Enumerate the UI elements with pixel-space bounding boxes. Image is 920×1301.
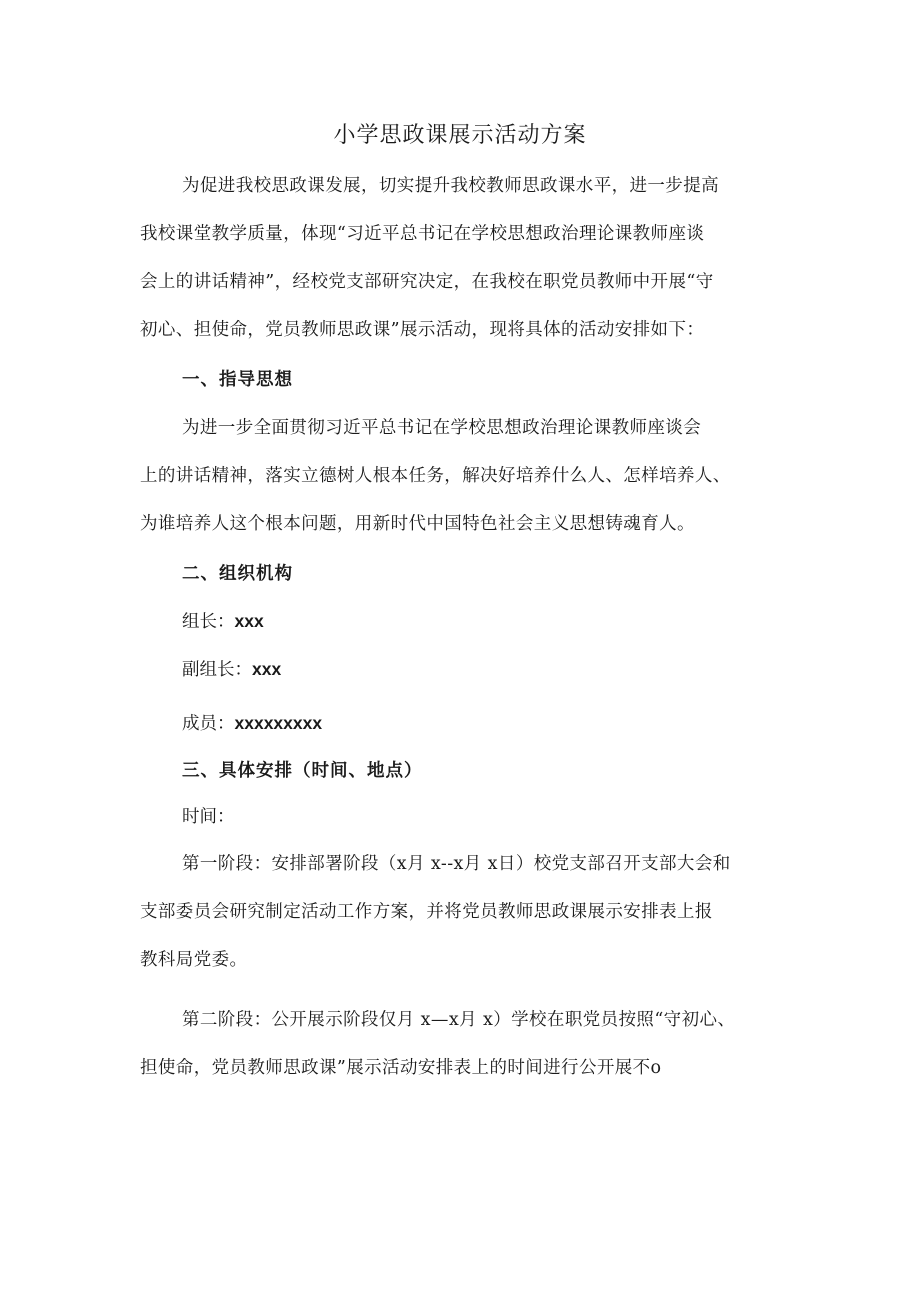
members-field (182, 710, 322, 735)
intro-line-4: 初心、担使命，党员教师思政课”展示活动，现将具体的活动安排如下： (140, 320, 705, 340)
section3-heading: 三、具体安排（时间、地点） (182, 761, 423, 781)
intro-line-1: 为促进我校思政课发展，切实提升我校教师思政课水平，进一步提高 (182, 176, 719, 196)
leader-value: xxx (234, 611, 264, 631)
section1-line-3: 为谁培养人这个根本问题，用新时代中国特色社会主义思想铸魂育人。 (140, 514, 695, 534)
stage2-line-1: 第二阶段：公开展示阶段仅月 x—x月 x）学校在职党员按照“守初心、 (182, 1010, 736, 1030)
leader-field (182, 608, 264, 633)
members-label: 成员： (182, 714, 235, 734)
time-label: 时间： (182, 807, 235, 827)
document-title: 小学思政课展示活动方案 (333, 123, 587, 148)
leader-label: 组长： (182, 612, 235, 632)
stage1-line-1: 第一阶段：安排部署阶段（x月 x--x月 x日）校党支部召开支部大会和 (182, 854, 731, 874)
stage1-line-3: 教科局党委。 (140, 950, 248, 970)
deputy-field (182, 656, 281, 681)
deputy-label: 副组长： (182, 660, 252, 680)
members-value: xxxxxxxxx (234, 713, 323, 733)
deputy-value: xxx (252, 659, 282, 679)
stage2-line-2: 担使命，党员教师思政课”展示活动安排表上的时间进行公开展不o (140, 1058, 662, 1078)
section2-heading: 二、组织机构 (182, 564, 293, 584)
stage1-line-2: 支部委员会研究制定活动工作方案，并将党员教师思政课展示安排表上报 (140, 902, 713, 922)
intro-line-2: 我校课堂教学质量，体现“习近平总书记在学校思想政治理论课教师座谈 (140, 224, 705, 244)
section1-heading: 一、指导思想 (182, 370, 293, 390)
intro-line-3: 会上的讲话精神”，经校党支部研究决定，在我校在职党员教师中开展“守 (140, 272, 714, 292)
section1-line-2: 上的讲话精神，落实立德树人根本任务，解决好培养什么人、怎样培养人、 (140, 466, 731, 486)
section1-line-1: 为进一步全面贯彻习近平总书记在学校思想政治理论课教师座谈会 (182, 418, 702, 438)
